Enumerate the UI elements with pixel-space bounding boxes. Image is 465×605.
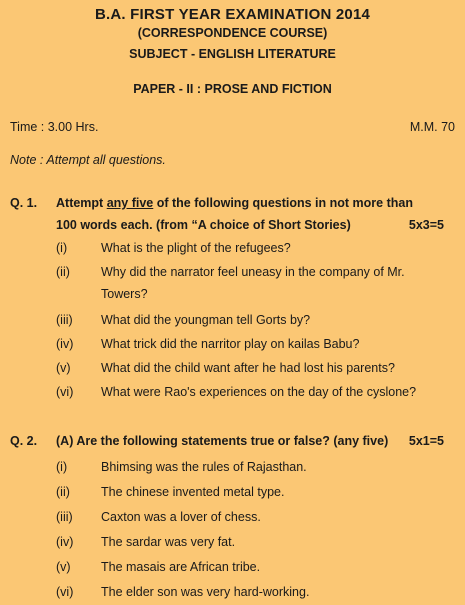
item-number: (iii) [56, 313, 73, 327]
instruction-note: Note : Attempt all questions. [10, 153, 166, 167]
q1-text-underlined: any five [106, 196, 154, 210]
question-1-number: Q. 1. [10, 196, 38, 210]
item-text: The masais are African tribe. [101, 560, 261, 574]
item-text: Caxton was a lover of chess. [101, 510, 261, 524]
question-2-marks: 5x1=5 [408, 434, 444, 448]
item-number: (vi) [56, 585, 74, 599]
item-number: (i) [56, 460, 68, 474]
q1-text-b: of the following questions in not more than [153, 196, 413, 210]
item-text: What did the child want after he had lost his parents? [101, 361, 395, 375]
item-number: (ii) [56, 265, 70, 279]
question-2-number: Q. 2. [10, 434, 38, 448]
time-row [10, 120, 455, 134]
paper-line: PAPER - II : PROSE AND FICTION [133, 82, 332, 96]
item-text: Bhimsing was the rules of Rajasthan. [101, 460, 307, 474]
q1-line-2-text: 100 words each. (from “A choice of Short Stories) [56, 218, 351, 232]
item-number: (i) [56, 241, 68, 255]
item-text: What trick did the narritor play on kailas Babu? [101, 337, 360, 351]
item-number: (iii) [56, 510, 73, 524]
max-marks: M.M. 70 [409, 120, 455, 134]
item-number: (v) [56, 361, 71, 375]
question-1-line-2 [56, 218, 444, 232]
item-text: What were Rao's experiences on the day of the cyslone? [101, 385, 417, 399]
item-text-continued: Towers? [101, 287, 148, 301]
item-number: (vi) [56, 385, 74, 399]
item-number: (iv) [56, 337, 74, 351]
time-allowed: Time : 3.00 Hrs. [10, 120, 99, 134]
item-text: What did the youngman tell Gorts by? [101, 313, 311, 327]
item-number: (iv) [56, 535, 74, 549]
item-text: Why did the narrator feel uneasy in the company of Mr. [101, 265, 405, 279]
q2-line-1-text: (A) Are the following statements true or false? (any five) [56, 434, 389, 448]
item-number: (ii) [56, 485, 70, 499]
item-text: The chinese invented metal type. [101, 485, 285, 499]
course-type: (CORRESPONDENCE COURSE) [137, 26, 328, 40]
subject-line: SUBJECT - ENGLISH LITERATURE [129, 47, 336, 61]
question-1-marks: 5x3=5 [408, 218, 444, 232]
item-text: The elder son was very hard-working. [101, 585, 310, 599]
question-2-line-1 [56, 434, 444, 448]
item-number: (v) [56, 560, 71, 574]
q1-text-a: Attempt [56, 196, 107, 210]
item-text: The sardar was very fat. [101, 535, 236, 549]
question-1-line-1 [56, 196, 444, 210]
item-text: What is the plight of the refugees? [101, 241, 291, 255]
exam-title: B.A. FIRST YEAR EXAMINATION 2014 [94, 6, 371, 23]
